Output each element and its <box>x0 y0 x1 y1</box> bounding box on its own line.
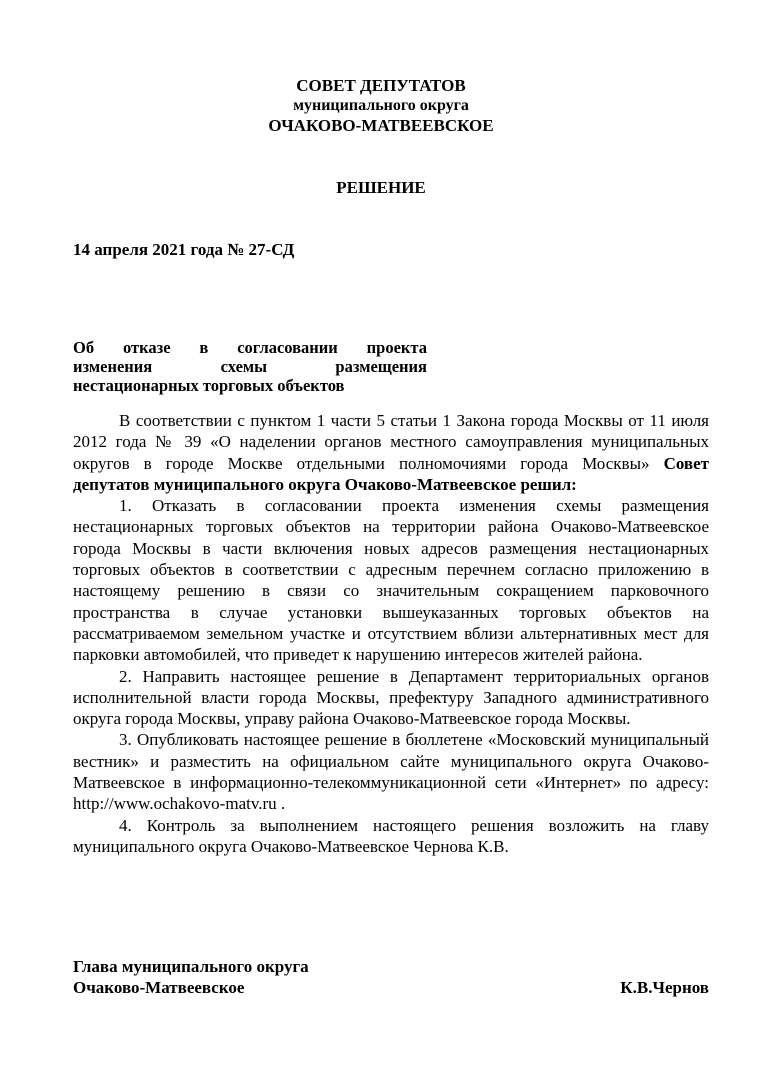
signature-row <box>73 977 709 998</box>
signer-name: К.В.Чернов <box>620 978 709 997</box>
item-paragraph-1: 1. Отказать в согласовании проекта изменения схемы размещения нестационарных торговых объектов на территории района Очаково-Матвеевское города Москвы в части включения новых адресов размещения нестационарных торговых объектов в соответствии с адресным перечнем согласно приложению в настоящему решению в связи со значительным сокращением парковочного пространства в случае установки вышеуказанных торговых объектов на рассматриваемом земельном участке и отсутствием вблизи альтернативных мест для парковки автомобилей, что приведет к нарушению интересов жителей района. <box>73 496 709 665</box>
item-paragraph-3: 3. Опубликовать настоящее решение в бюллетене «Московский муниципальный вестник» и разместить на официальном сайте муниципального округа Очаково-Матвеевское в информационно-телекоммуникационной сети «Интернет» по адресу: http://www.ochakovo-matv.ru . <box>73 730 709 814</box>
document-header <box>0 76 762 136</box>
subject-line-3: нестационарных торговых объектов <box>73 376 345 395</box>
preamble-resolution: Совет депутатов муниципального округа Очаково-Матвеевское решил: <box>73 453 709 494</box>
preamble-text: В соответствии с пунктом 1 части 5 статьи 1 Закона города Москвы от 11 июля 2012 года № 39 «О наделении органов местного самоуправления муниципальных округов в городе Москве отдельными полномочиями города Москвы» <box>73 411 709 473</box>
date-number: 14 апреля 2021 года № 27-СД <box>73 240 295 259</box>
subject-line-1: Об отказе в согласовании проекта <box>73 338 427 357</box>
document-body <box>73 410 709 857</box>
subject-line-2: изменения схемы размещения <box>73 357 427 376</box>
document-type: РЕШЕНИЕ <box>336 178 426 197</box>
council-title: СОВЕТ ДЕПУТАТОВ <box>296 76 466 95</box>
preamble-paragraph <box>73 410 709 495</box>
decision-subject <box>73 338 427 395</box>
item-paragraph-4: 4. Контроль за выполнением настоящего решения возложить на главу муниципального округа Очаково-Матвеевское Чернова К.В. <box>73 815 709 856</box>
signer-title-line-1: Глава муниципального округа <box>73 957 309 976</box>
signature-block <box>73 956 709 998</box>
item-paragraph-2: 2. Направить настоящее решение в Департамент территориальных органов исполнительной власти города Москвы, префектуру Западного административного округа города Москвы, управу района Очаково-Матвеевское города Москвы. <box>73 666 709 729</box>
signer-title-line-2: Очаково-Матвеевское <box>73 978 245 997</box>
district-subtitle: муниципального округа <box>293 97 469 114</box>
district-name: ОЧАКОВО-МАТВЕЕВСКОЕ <box>268 116 494 135</box>
